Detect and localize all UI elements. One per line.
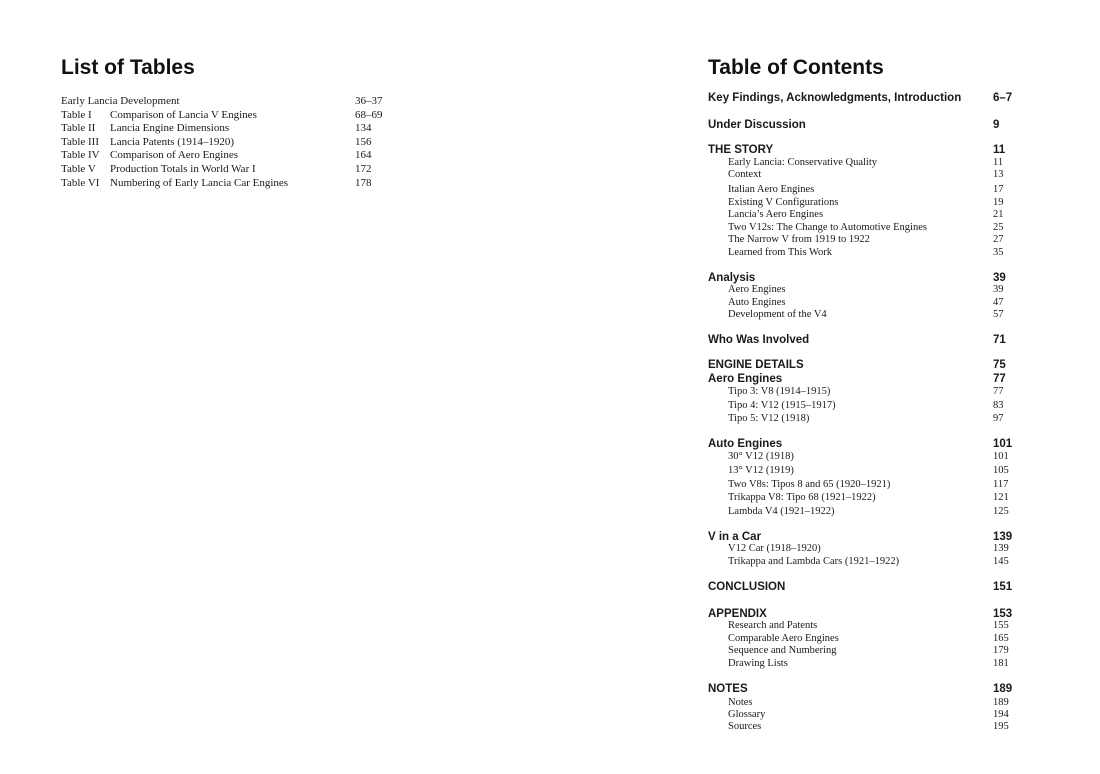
toc-entry-title: Auto Engines bbox=[708, 438, 783, 450]
toc-page-number: 181 bbox=[993, 658, 1009, 669]
table-description: Numbering of Early Lancia Car Engines bbox=[110, 176, 289, 189]
toc-subentry bbox=[708, 697, 1018, 710]
table-description: Lancia Engine Dimensions bbox=[110, 122, 230, 135]
toc-entry-title: Lancia’s Aero Engines bbox=[728, 209, 824, 220]
toc-subentry bbox=[708, 413, 1018, 426]
toc-subentry bbox=[708, 465, 1018, 478]
toc-page-number: 179 bbox=[993, 645, 1009, 656]
table-label: Table I bbox=[61, 108, 92, 121]
toc-page-number: 11 bbox=[993, 144, 1006, 156]
toc-subentry bbox=[708, 197, 1018, 210]
table-description: Comparison of Aero Engines bbox=[110, 149, 239, 162]
toc-entry-title: V12 Car (1918–1920) bbox=[728, 543, 821, 554]
toc-entry-title: Two V12s: The Change to Automotive Engines bbox=[728, 222, 927, 233]
toc-page-number: 9 bbox=[993, 119, 1000, 131]
toc-subentry bbox=[708, 556, 1018, 569]
table-page: 68–69 bbox=[355, 108, 383, 121]
toc-section bbox=[708, 530, 1018, 544]
toc-page-number: 165 bbox=[993, 633, 1009, 644]
toc-page-number: 77 bbox=[993, 386, 1004, 397]
toc-page-number: 189 bbox=[993, 697, 1009, 708]
toc-page-number: 27 bbox=[993, 234, 1004, 245]
toc-subentry bbox=[708, 709, 1018, 722]
toc-entry-title: NOTES bbox=[708, 683, 748, 695]
toc-subentry bbox=[708, 506, 1018, 519]
table-page: 134 bbox=[355, 122, 372, 135]
list-of-tables-title: List of Tables bbox=[61, 56, 195, 79]
toc-entry-title: Tipo 4: V12 (1915–1917) bbox=[728, 400, 836, 411]
toc-section bbox=[708, 580, 1018, 594]
toc-entry-title: Aero Engines bbox=[708, 373, 783, 385]
toc-page-number: 39 bbox=[993, 284, 1004, 295]
toc-entry-title: 13° V12 (1919) bbox=[728, 465, 794, 476]
toc-entry-title: Learned from This Work bbox=[728, 247, 833, 258]
toc-entry-title: Context bbox=[728, 169, 762, 180]
toc-entry-title: Aero Engines bbox=[728, 284, 786, 295]
table-description: Lancia Patents (1914–1920) bbox=[110, 135, 235, 148]
toc-subentry bbox=[708, 309, 1018, 322]
toc-entry-title: CONCLUSION bbox=[708, 581, 786, 593]
toc-entry-title: V in a Car bbox=[708, 531, 762, 543]
toc-subentry bbox=[708, 169, 1018, 182]
table-label: Table IV bbox=[61, 149, 100, 162]
table-page: 36–37 bbox=[355, 95, 383, 107]
table-description: Production Totals in World War I bbox=[110, 162, 256, 175]
table-label: Table VI bbox=[61, 176, 100, 189]
toc-page-number: 6–7 bbox=[993, 92, 1013, 104]
toc-subentry bbox=[708, 157, 1018, 170]
toc-section bbox=[708, 333, 1018, 347]
toc-page-number: 75 bbox=[993, 359, 1006, 371]
toc-entry-title: Key Findings, Acknowledgments, Introduction bbox=[708, 92, 962, 104]
toc-subentry bbox=[708, 400, 1018, 413]
toc-subentry bbox=[708, 234, 1018, 247]
toc-page-number: 39 bbox=[993, 272, 1006, 284]
toc-page-number: 155 bbox=[993, 620, 1009, 631]
toc-entry-title: Glossary bbox=[728, 709, 766, 720]
toc-page-number: 105 bbox=[993, 465, 1009, 476]
toc-entry-title: Sources bbox=[728, 721, 762, 732]
toc-section bbox=[708, 358, 1018, 372]
toc-section bbox=[708, 143, 1018, 157]
toc-page-number: 35 bbox=[993, 247, 1004, 258]
toc-subentry bbox=[708, 658, 1018, 671]
toc-entry-title: Tipo 3: V8 (1914–1915) bbox=[728, 386, 831, 397]
toc-entry-title: Sequence and Numbering bbox=[728, 645, 837, 656]
toc-subentry bbox=[708, 543, 1018, 556]
toc-subentry bbox=[708, 222, 1018, 235]
toc-page-number: 121 bbox=[993, 492, 1009, 503]
toc-page-number: 13 bbox=[993, 169, 1004, 180]
toc-entry-title: Early Lancia: Conservative Quality bbox=[728, 157, 877, 168]
toc-subentry bbox=[708, 284, 1018, 297]
toc-page-number: 83 bbox=[993, 400, 1004, 411]
toc-entry-title: Two V8s: Tipos 8 and 65 (1920–1921) bbox=[728, 479, 891, 490]
toc-section bbox=[708, 271, 1018, 285]
toc-section bbox=[708, 682, 1018, 696]
table-label: Table III bbox=[61, 135, 100, 148]
toc-page-number: 117 bbox=[993, 479, 1009, 490]
toc-subentry bbox=[708, 620, 1018, 633]
toc-entry-title: APPENDIX bbox=[708, 608, 767, 620]
toc-entry-title: Lambda V4 (1921–1922) bbox=[728, 506, 835, 517]
toc-page-number: 71 bbox=[993, 334, 1006, 346]
toc-entry-title: Tipo 5: V12 (1918) bbox=[728, 413, 810, 424]
toc-subentry bbox=[708, 645, 1018, 658]
toc-page-number: 19 bbox=[993, 197, 1004, 208]
toc-entry-title: Comparable Aero Engines bbox=[728, 633, 839, 644]
toc-page-number: 57 bbox=[993, 309, 1004, 320]
toc-page-number: 21 bbox=[993, 209, 1004, 220]
toc-page-number: 11 bbox=[993, 157, 1004, 168]
toc-page-number: 153 bbox=[993, 608, 1013, 620]
toc-entry-title: Who Was Involved bbox=[708, 334, 810, 346]
toc-entry-title: Drawing Lists bbox=[728, 658, 788, 669]
toc-page-number: 25 bbox=[993, 222, 1004, 233]
toc-entry-title: Trikappa and Lambda Cars (1921–1922) bbox=[728, 556, 900, 567]
toc-page-number: 139 bbox=[993, 531, 1013, 543]
toc-page-number: 101 bbox=[993, 438, 1013, 450]
table-description: Comparison of Lancia V Engines bbox=[110, 108, 257, 121]
table-of-contents-title: Table of Contents bbox=[708, 56, 884, 79]
table-page: 172 bbox=[355, 162, 372, 175]
toc-page-number: 97 bbox=[993, 413, 1004, 424]
toc-entry-title: Trikappa V8: Tipo 68 (1921–1922) bbox=[728, 492, 876, 503]
toc-entry-title: ENGINE DETAILS bbox=[708, 359, 804, 371]
toc-entry-title: Analysis bbox=[708, 272, 756, 284]
toc-section bbox=[708, 372, 1018, 386]
toc-page-number: 145 bbox=[993, 556, 1009, 567]
toc-section bbox=[708, 607, 1018, 621]
toc-subentry bbox=[708, 209, 1018, 222]
toc-page-number: 139 bbox=[993, 543, 1009, 554]
toc-subentry bbox=[708, 184, 1018, 197]
toc-subentry bbox=[708, 721, 1018, 734]
toc-subentry bbox=[708, 386, 1018, 399]
toc-entry-title: Italian Aero Engines bbox=[728, 184, 815, 195]
toc-subentry bbox=[708, 247, 1018, 260]
toc-section bbox=[708, 118, 1018, 132]
toc-subentry bbox=[708, 633, 1018, 646]
toc-entry-title: Auto Engines bbox=[728, 297, 786, 308]
toc-page-number: 189 bbox=[993, 683, 1013, 695]
table-label: Table II bbox=[61, 122, 96, 135]
table-page: 164 bbox=[355, 149, 372, 162]
toc-page-number: 151 bbox=[993, 581, 1013, 593]
toc-entry-title: 30° V12 (1918) bbox=[728, 451, 794, 462]
toc-subentry bbox=[708, 479, 1018, 492]
toc-subentry bbox=[708, 451, 1018, 464]
table-label: Early Lancia Development bbox=[61, 95, 180, 107]
table-page: 178 bbox=[355, 176, 372, 189]
toc-subentry bbox=[708, 297, 1018, 310]
toc-section bbox=[708, 91, 1018, 105]
toc-page-number: 101 bbox=[993, 451, 1009, 462]
table-page: 156 bbox=[355, 135, 372, 148]
toc-page-number: 194 bbox=[993, 709, 1009, 720]
toc-entry-title: Notes bbox=[728, 697, 753, 708]
toc-entry-title: Under Discussion bbox=[708, 119, 806, 131]
toc-section bbox=[708, 437, 1018, 451]
toc-entry-title: Existing V Configurations bbox=[728, 197, 839, 208]
toc-entry-title: Development of the V4 bbox=[728, 309, 827, 320]
toc-entry-title: THE STORY bbox=[708, 144, 774, 156]
toc-entry-title: Research and Patents bbox=[728, 620, 818, 631]
toc-page-number: 17 bbox=[993, 184, 1004, 195]
toc-page-number: 47 bbox=[993, 297, 1004, 308]
toc-page-number: 77 bbox=[993, 373, 1006, 385]
toc-page-number: 125 bbox=[993, 506, 1009, 517]
toc-page-number: 195 bbox=[993, 721, 1009, 732]
toc-subentry bbox=[708, 492, 1018, 505]
table-label: Table V bbox=[61, 162, 96, 175]
toc-entry-title: The Narrow V from 1919 to 1922 bbox=[728, 234, 870, 245]
